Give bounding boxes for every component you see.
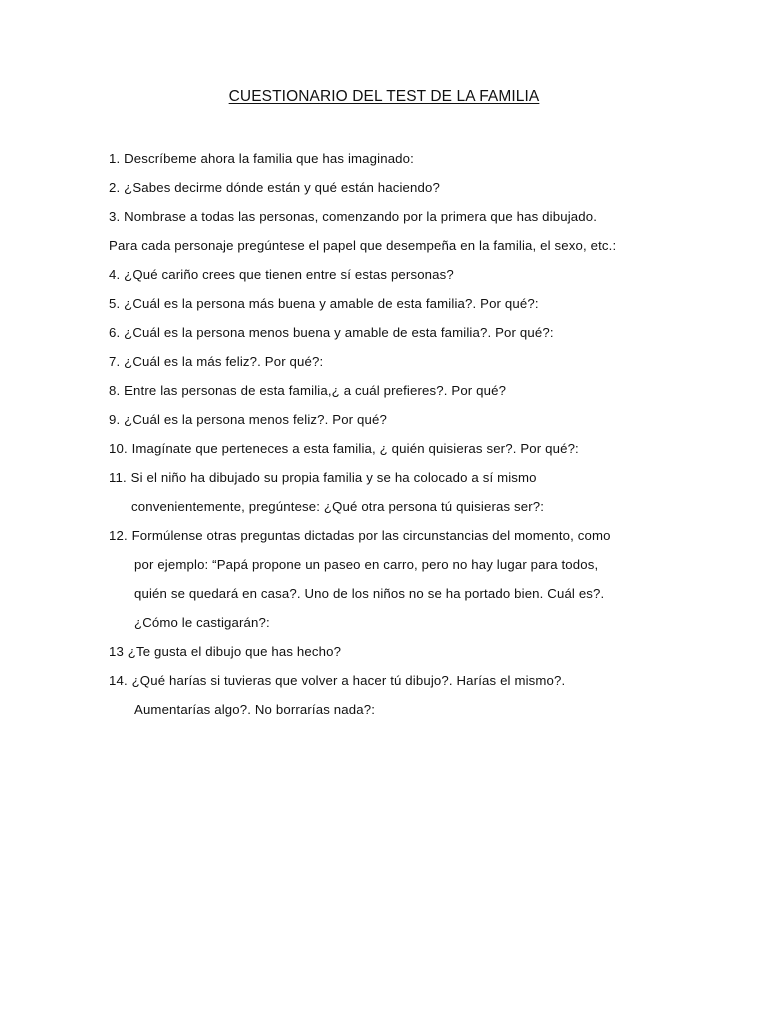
question-14: 14. ¿Qué harías si tuvieras que volver a hacer tú dibujo?. Harías el mismo?. — [109, 673, 566, 688]
question-14-continuation: Aumentarías algo?. No borrarías nada?: — [134, 702, 376, 717]
document-title: CUESTIONARIO DEL TEST DE LA FAMILIA — [228, 88, 540, 105]
question-12-continuation-2: quién se quedará en casa?. Uno de los niños no se ha portado bien. Cuál es?. — [134, 586, 605, 601]
question-11-continuation: convenientemente, pregúntese: ¿Qué otra persona tú quisieras ser?: — [131, 499, 545, 514]
question-11: 11. Si el niño ha dibujado su propia familia y se ha colocado a sí mismo — [109, 470, 537, 485]
question-9: 9. ¿Cuál es la persona menos feliz?. Por qué? — [109, 412, 387, 427]
question-4: 4. ¿Qué cariño crees que tienen entre sí estas personas? — [109, 267, 454, 282]
question-8: 8. Entre las personas de esta familia,¿ a cuál prefieres?. Por qué? — [109, 383, 507, 398]
question-12: 12. Formúlense otras preguntas dictadas por las circunstancias del momento, como — [109, 528, 611, 543]
question-6: 6. ¿Cuál es la persona menos buena y amable de esta familia?. Por qué?: — [109, 325, 554, 340]
question-12-continuation-1: por ejemplo: “Papá propone un paseo en carro, pero no hay lugar para todos, — [134, 557, 599, 572]
question-1: 1. Descríbeme ahora la familia que has imaginado: — [109, 151, 414, 166]
question-10: 10. Imagínate que perteneces a esta familia, ¿ quién quisieras ser?. Por qué?: — [109, 441, 579, 456]
instruction-line: Para cada personaje pregúntese el papel que desempeña en la familia, el sexo, etc.: — [109, 238, 617, 253]
question-13: 13 ¿Te gusta el dibujo que has hecho? — [109, 644, 342, 659]
question-3: 3. Nombrase a todas las personas, comenzando por la primera que has dibujado. — [109, 209, 598, 224]
question-7: 7. ¿Cuál es la más feliz?. Por qué?: — [109, 354, 324, 369]
question-2: 2. ¿Sabes decirme dónde están y qué están haciendo? — [109, 180, 440, 195]
question-12-continuation-3: ¿Cómo le castigarán?: — [134, 615, 270, 630]
question-5: 5. ¿Cuál es la persona más buena y amable de esta familia?. Por qué?: — [109, 296, 539, 311]
